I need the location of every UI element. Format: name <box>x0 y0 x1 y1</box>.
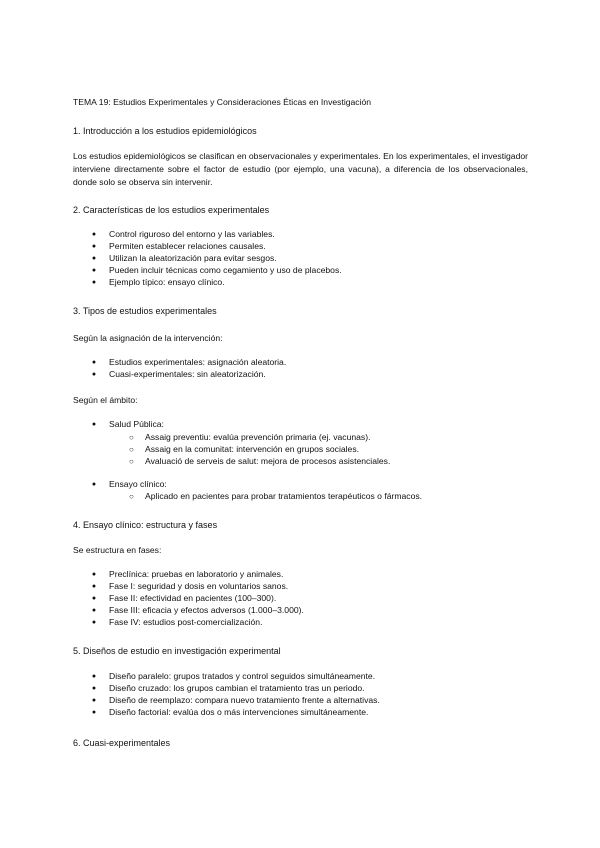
sub-list-item: Assaig en la comunitat: intervención en grupos sociales. <box>145 444 360 454</box>
section-4-heading: 4. Ensayo clínico: estructura y fases <box>73 520 218 530</box>
bullet-icon: ● <box>91 255 97 262</box>
list-item: Pueden incluir técnicas como cegamiento y uso de placebos. <box>109 265 342 275</box>
list-item: Diseño factorial: evalúa dos o más intervenciones simultáneamente. <box>109 707 369 717</box>
section-3-subheading-scope: Según el ámbito: <box>73 395 138 405</box>
list-item: Ensayo clínico: <box>109 479 167 489</box>
list-item: Ejemplo típico: ensayo clínico. <box>109 277 225 287</box>
section-3-heading: 3. Tipos de estudios experimentales <box>73 306 217 316</box>
list-item: Cuasi-experimentales: sin aleatorización. <box>109 369 266 379</box>
section-1-paragraph: Los estudios epidemiológicos se clasifican en observacionales y experimentales. En los experimentales, el investigador interviene directamente sobre el factor de estudio (por ejemplo, una vacuna), a diferencia de los observacionales, donde solo se observa sin intervenir. <box>73 151 528 187</box>
list-item: Fase III: eficacia y efectos adversos (1.000–3.000). <box>109 605 304 615</box>
bullet-icon: ● <box>91 571 97 578</box>
document-title: TEMA 19: Estudios Experimentales y Consideraciones Éticas en Investigación <box>73 97 372 107</box>
circle-bullet-icon: ○ <box>129 457 134 466</box>
bullet-icon: ● <box>91 697 97 704</box>
list-item: Permiten establecer relaciones causales. <box>109 241 266 251</box>
list-item: Fase IV: estudios post-comercialización. <box>109 617 263 627</box>
list-item: Diseño paralelo: grupos tratados y control seguidos simultáneamente. <box>109 671 376 681</box>
circle-bullet-icon: ○ <box>129 492 134 501</box>
bullet-icon: ● <box>91 279 97 286</box>
bullet-icon: ● <box>91 359 97 366</box>
list-item: Fase II: efectividad en pacientes (100–300). <box>109 593 277 603</box>
bullet-icon: ● <box>91 481 97 488</box>
section-4-subheading: Se estructura en fases: <box>73 545 162 555</box>
section-5-heading: 5. Diseños de estudio en investigación experimental <box>73 646 281 656</box>
section-3-subheading-assignment: Según la asignación de la intervención: <box>73 333 223 343</box>
list-item: Preclínica: pruebas en laboratorio y animales. <box>109 569 284 579</box>
list-item: Estudios experimentales: asignación aleatoria. <box>109 357 287 367</box>
bullet-icon: ● <box>91 231 97 238</box>
section-6-heading: 6. Cuasi-experimentales <box>73 738 171 748</box>
bullet-icon: ● <box>91 267 97 274</box>
list-item: Control riguroso del entorno y las variables. <box>109 229 275 239</box>
circle-bullet-icon: ○ <box>129 433 134 442</box>
sub-list-item: Aplicado en pacientes para probar tratamientos terapéuticos o fármacos. <box>145 491 423 501</box>
bullet-icon: ● <box>91 673 97 680</box>
bullet-icon: ● <box>91 421 97 428</box>
section-1-heading: 1. Introducción a los estudios epidemiológicos <box>73 126 257 136</box>
bullet-icon: ● <box>91 607 97 614</box>
list-item: Fase I: seguridad y dosis en voluntarios sanos. <box>109 581 289 591</box>
bullet-icon: ● <box>91 583 97 590</box>
bullet-icon: ● <box>91 371 97 378</box>
section-2-heading: 2. Características de los estudios experimentales <box>73 205 270 215</box>
circle-bullet-icon: ○ <box>129 445 134 454</box>
bullet-icon: ● <box>91 243 97 250</box>
list-item: Utilizan la aleatorización para evitar sesgos. <box>109 253 277 263</box>
list-item: Diseño cruzado: los grupos cambian el tratamiento tras un periodo. <box>109 683 365 693</box>
bullet-icon: ● <box>91 595 97 602</box>
bullet-icon: ● <box>91 709 97 716</box>
sub-list-item: Avaluació de serveis de salut: mejora de procesos asistenciales. <box>145 456 391 466</box>
list-item: Salud Pública: <box>109 419 164 429</box>
bullet-icon: ● <box>91 619 97 626</box>
list-item: Diseño de reemplazo: compara nuevo tratamiento frente a alternativas. <box>109 695 380 705</box>
sub-list-item: Assaig preventiu: evalúa prevención primaria (ej. vacunas). <box>145 432 371 442</box>
bullet-icon: ● <box>91 685 97 692</box>
